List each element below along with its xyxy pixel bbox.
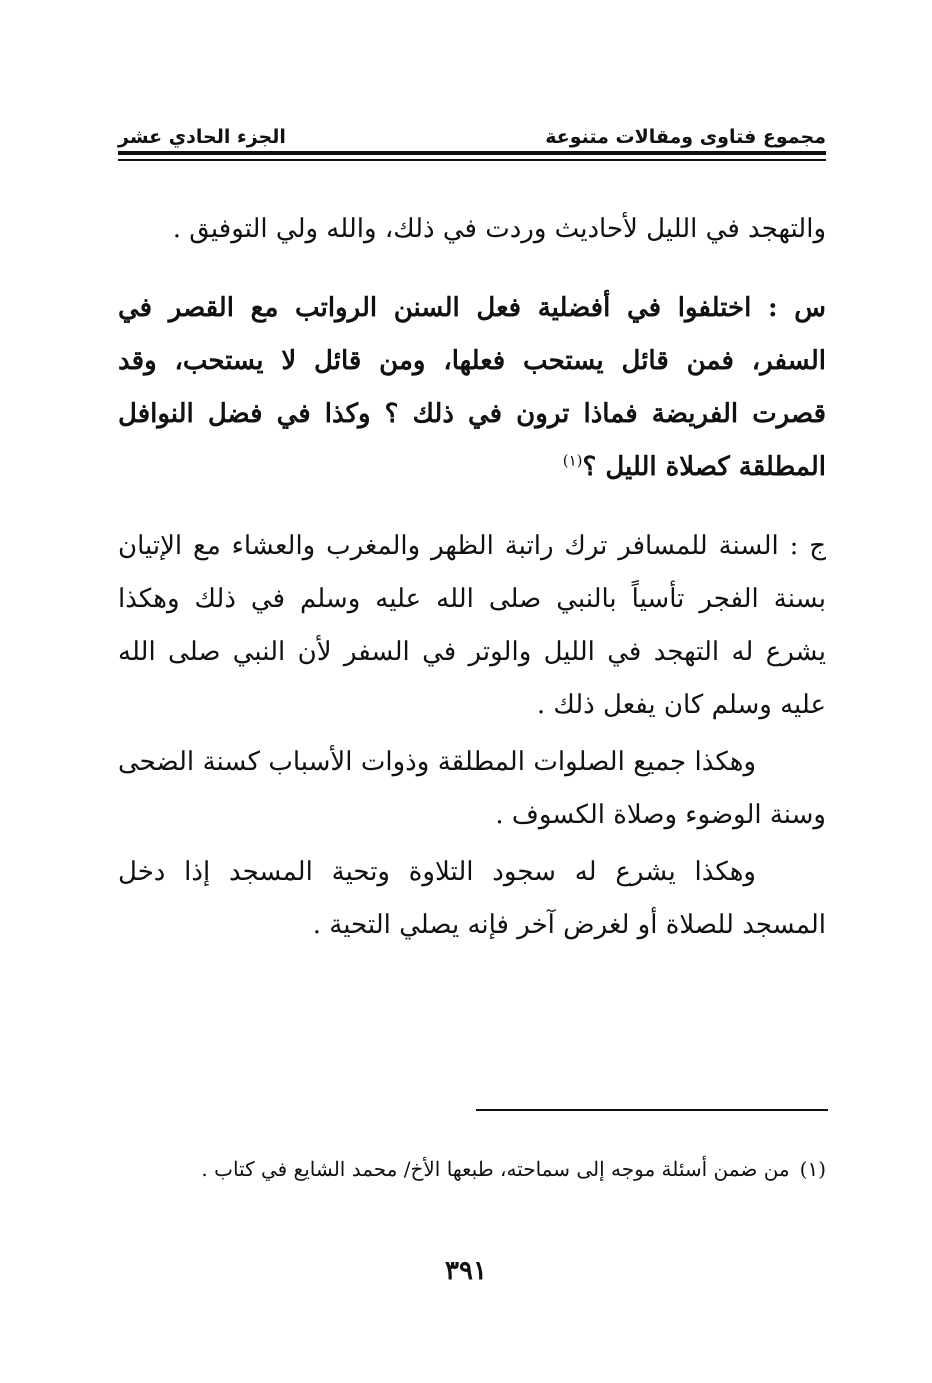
question-paragraph (118, 282, 826, 494)
footnote-number: (١) (799, 1157, 826, 1181)
footnote-separator (476, 1109, 828, 1111)
header-book-title: مجموع فتاوى ومقالات متنوعة (545, 126, 826, 148)
question-text: س : اختلفوا في أفضلية فعل السنن الرواتب مع القصر في السفر، فمن قائل يستحب فعلها، ومن قائل لا يستحب، وقد قصرت الفريضة فماذا ترون في ذلك ؟ وكذا في فضل النوافل المطلقة كصلاة الليل ؟ (118, 293, 826, 482)
intro-paragraph: والتهجد في الليل لأحاديث وردت في ذلك، والله ولي التوفيق . (172, 214, 826, 244)
footnote-reference: (١) (562, 451, 583, 470)
header-rule-thin (118, 159, 826, 161)
footnote-text: من ضمن أسئلة موجه إلى سماحته، طبعها الأخ/ محمد الشايع في كتاب . (201, 1157, 790, 1181)
footnote (118, 1150, 826, 1188)
main-text (118, 203, 826, 956)
running-header (118, 118, 826, 148)
paragraph-2: وهكذا جميع الصلوات المطلقة وذوات الأسباب كسنة الضحى وسنة الوضوء وصلاة الكسوف . (118, 747, 826, 830)
answer-paragraph: ج : السنة للمسافر ترك راتبة الظهر والمغرب والعشاء مع الإتيان بسنة الفجر تأسياً بالنبي صلى الله عليه وسلم في ذلك وهكذا يشرع له التهجد في الليل والوتر في السفر لأن النبي صلى الله عليه وسلم كان يفعل ذلك . (118, 531, 826, 720)
paragraph-3: وهكذا يشرع له سجود التلاوة وتحية المسجد إذا دخل المسجد للصلاة أو لغرض آخر فإنه يصلي التحية . (118, 857, 826, 940)
page-number: ٣٩١ (445, 1256, 487, 1286)
header-rule-thick (118, 151, 826, 155)
header-volume: الجزء الحادي عشر (118, 126, 286, 148)
